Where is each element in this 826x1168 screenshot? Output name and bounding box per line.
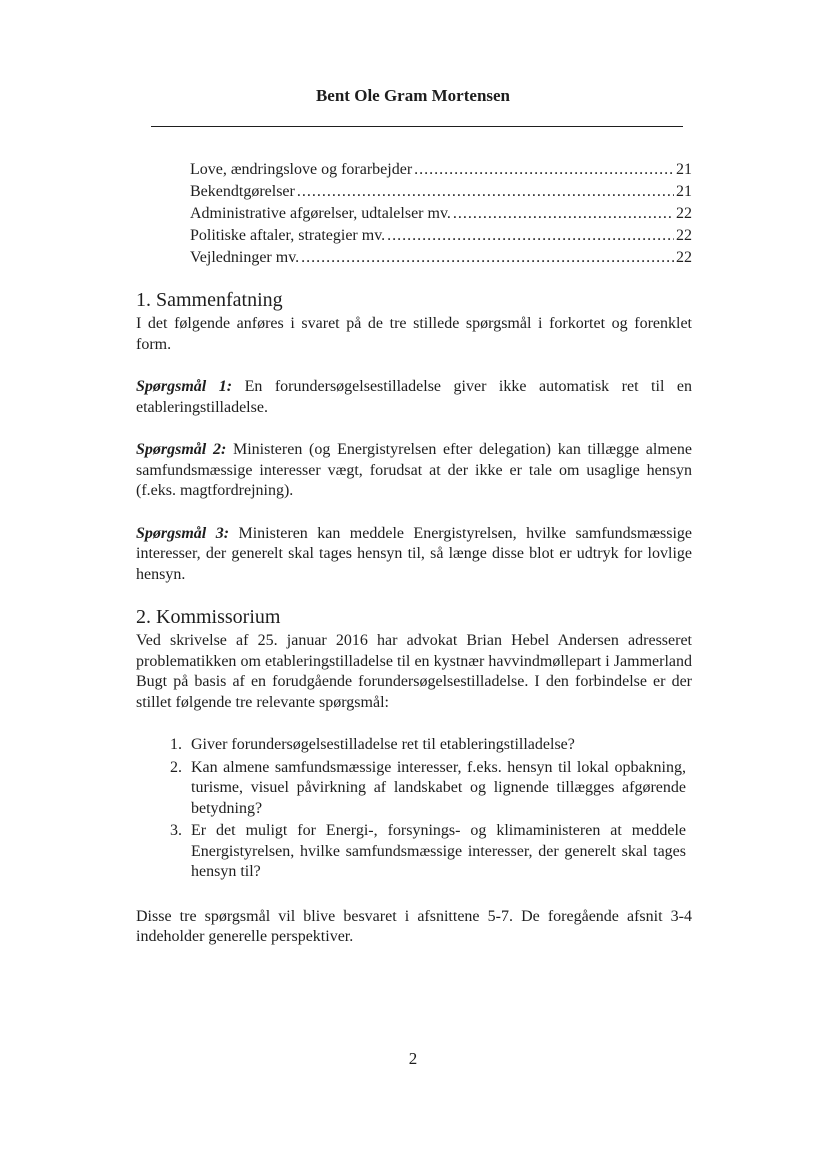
question-list: [136, 735, 692, 883]
question-number: 1.: [170, 736, 182, 753]
toc-entry-title: Politiske aftaler, strategier mv.: [190, 227, 386, 244]
answer-text: Ministeren kan meddele Energistyrelsen, hvilke samfundsmæssige interesser, der generelt skal tages hensyn til, så længe disse blot er udtryk for lovlige hensyn.: [136, 524, 692, 583]
list-item: [136, 735, 692, 756]
toc-entry: [190, 249, 692, 271]
answer-paragraph: [136, 524, 692, 586]
page-number: 2: [408, 1049, 418, 1068]
summary-intro: I det følgende anføres i svaret på de tre stillede spørgsmål i forkortet og forenklet form.: [136, 315, 692, 353]
toc-entry-title: Administrative afgørelser, udtalelser mv.: [190, 205, 451, 222]
list-item: [136, 821, 692, 883]
toc-entry-title: Love, ændringslove og forarbejder: [190, 161, 413, 178]
toc-entry: [190, 205, 692, 227]
header-divider: [151, 126, 683, 127]
table-of-contents: [190, 161, 692, 271]
section-heading-summary: 1. Sammenfatning: [136, 289, 283, 311]
toc-entry-page: 22: [676, 227, 692, 244]
toc-leader-dots: [453, 206, 674, 222]
list-item: [136, 758, 692, 820]
section-heading-commission: 2. Kommissorium: [136, 606, 281, 628]
question-number: 3.: [170, 822, 182, 839]
toc-entry: [190, 183, 692, 205]
answer-label: Spørgsmål 2:: [136, 441, 227, 458]
closing-paragraph: Disse tre spørgsmål vil blive besvaret i afsnittene 5-7. De foregående afsnit 3-4 indeholder generelle perspektiver.: [136, 907, 692, 945]
toc-leader-dots: [301, 250, 674, 266]
answer-text: En forundersøgelsestilladelse giver ikke automatisk ret til en etableringstilladelse.: [136, 378, 692, 416]
answer-paragraph: [136, 440, 692, 502]
answer-text: Ministeren (og Energistyrelsen efter delegation) kan tillægge almene samfundsmæssige interesser vægt, forudsat at der ikke er tale om usaglige hensyn (f.eks. magtfordrejning).: [136, 441, 692, 499]
toc-entry-page: 21: [676, 183, 692, 200]
answer-label: Spørgsmål 1:: [136, 378, 233, 395]
toc-leader-dots: [387, 228, 674, 244]
toc-leader-dots: [297, 184, 674, 200]
toc-leader-dots: [414, 162, 674, 178]
answer-label: Spørgsmål 3:: [136, 524, 230, 542]
commission-intro: Ved skrivelse af 25. januar 2016 har advokat Brian Hebel Andersen adresseret problematikken om etableringstilladelse til en kystnær havvindmøllepart i Jammerland Bugt på basis af en forudgående forundersøgelsestilladelse. I den forbindelse er der stillet følgende tre relevante spørgsmål:: [136, 632, 692, 711]
toc-entry-page: 22: [676, 205, 692, 222]
toc-entry-page: 22: [676, 249, 692, 266]
toc-entry: [190, 161, 692, 183]
toc-entry: [190, 227, 692, 249]
answer-paragraph: [136, 377, 692, 418]
question-text: Giver forundersøgelsestilladelse ret til etableringstilladelse?: [191, 736, 575, 753]
question-text: Kan almene samfundsmæssige interesser, f.eks. hensyn til lokal opbakning, turisme, visuel påvirkning af landskabet og lignende tillægges afgørende betydning?: [191, 758, 686, 817]
toc-entry-title: Bekendtgørelser: [190, 183, 295, 200]
header-author: Bent Ole Gram Mortensen: [315, 86, 511, 105]
question-text: Er det muligt for Energi-, forsynings- og klimaministeren at meddele Energistyrelsen, hvilke samfundsmæssige interesser, der generelt skal tages hensyn til?: [191, 822, 686, 880]
question-number: 2.: [170, 758, 182, 776]
main-content: [136, 288, 692, 948]
toc-entry-page: 21: [676, 161, 692, 178]
toc-entry-title: Vejledninger mv.: [190, 249, 300, 266]
